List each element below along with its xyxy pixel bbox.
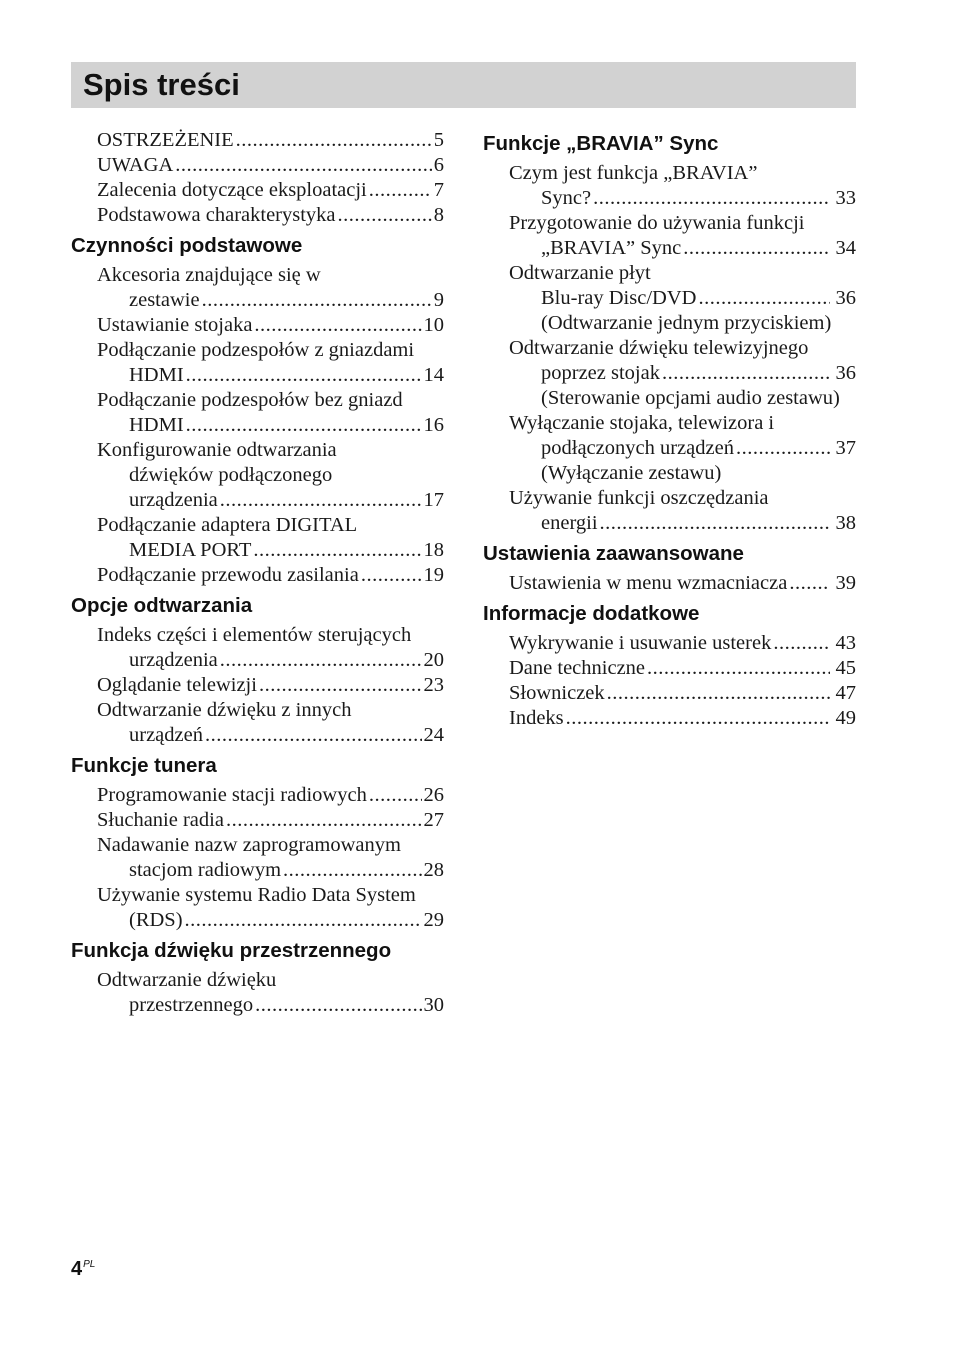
toc-page-number: 24 bbox=[423, 724, 444, 746]
toc-entry-text: urządzeń bbox=[129, 724, 203, 746]
toc-entry-text: Blu-ray Disc/DVD bbox=[541, 287, 697, 309]
toc-entry-text: urządzenia bbox=[129, 489, 218, 511]
toc-page-number: 8 bbox=[433, 204, 444, 226]
toc-entry-text: Sync? bbox=[541, 187, 592, 209]
dot-leader bbox=[607, 681, 830, 706]
toc-page-number: 29 bbox=[423, 909, 444, 931]
toc-entry-text: stacjom radiowym bbox=[129, 859, 282, 881]
toc-page-number: 19 bbox=[423, 564, 444, 586]
toc-entry[interactable] bbox=[71, 338, 444, 388]
toc-entry[interactable] bbox=[483, 211, 856, 261]
toc-entry-note: (Wyłączanie zestawu) bbox=[541, 462, 722, 484]
toc-entry-text: podłączonych urządzeń bbox=[541, 437, 734, 459]
toc-entry[interactable] bbox=[71, 388, 444, 438]
toc-page-number: 26 bbox=[423, 784, 444, 806]
toc-entry[interactable] bbox=[483, 571, 856, 596]
title-bar bbox=[71, 62, 856, 108]
toc-page-number: 37 bbox=[835, 437, 856, 459]
toc-entry-text: Odtwarzanie dźwięku bbox=[97, 969, 277, 991]
toc-page-number: 27 bbox=[423, 809, 444, 831]
toc-entry[interactable] bbox=[483, 656, 856, 681]
toc-entry[interactable] bbox=[71, 203, 444, 228]
toc-page-number: 20 bbox=[423, 649, 444, 671]
dot-leader bbox=[593, 186, 829, 211]
toc-entry-text: HDMI bbox=[129, 414, 184, 436]
toc-entry-note: (Sterowanie opcjami audio zestawu) bbox=[541, 387, 840, 409]
dot-leader bbox=[254, 313, 421, 338]
dot-leader bbox=[175, 153, 431, 178]
toc-page-number: 5 bbox=[433, 129, 444, 151]
toc-entry-text: Podłączanie podzespołów bez gniazd bbox=[97, 389, 403, 411]
toc-page-number: 30 bbox=[423, 994, 444, 1016]
toc-entry-text: Odtwarzanie płyt bbox=[509, 262, 651, 284]
section-heading: Funkcje „BRAVIA” Sync bbox=[483, 132, 719, 155]
section-heading: Informacje dodatkowe bbox=[483, 602, 700, 625]
toc-page-number: 28 bbox=[423, 859, 444, 881]
toc-entry-text: Dane techniczne bbox=[509, 657, 646, 679]
toc-entry-text: Używanie funkcji oszczędzania bbox=[509, 487, 769, 509]
toc-entry-text: poprzez stojak bbox=[541, 362, 660, 384]
toc-entry[interactable] bbox=[71, 128, 444, 153]
toc-page-number: 23 bbox=[423, 674, 444, 696]
dot-leader bbox=[283, 858, 421, 883]
toc-page-number: 7 bbox=[433, 179, 444, 201]
toc-page-number: 34 bbox=[835, 237, 856, 259]
toc-entry-text: „BRAVIA” Sync bbox=[541, 237, 682, 259]
dot-leader bbox=[369, 178, 432, 203]
toc-left-column bbox=[71, 128, 444, 1018]
toc-page-number: 36 bbox=[835, 362, 856, 384]
section-heading: Funkcje tunera bbox=[71, 754, 217, 777]
toc-right-column bbox=[483, 128, 856, 731]
toc-entry-text: dźwięków podłączonego bbox=[129, 464, 333, 486]
dot-leader bbox=[226, 808, 422, 833]
toc-entry-text: Odtwarzanie dźwięku telewizyjnego bbox=[509, 337, 809, 359]
toc-entry[interactable] bbox=[71, 883, 444, 933]
toc-page-number: 17 bbox=[423, 489, 444, 511]
toc-page-number: 9 bbox=[433, 289, 444, 311]
toc-entry-text: Wykrywanie i usuwanie usterek bbox=[509, 632, 772, 654]
dot-leader bbox=[253, 538, 421, 563]
dot-leader bbox=[236, 128, 432, 153]
page-title: Spis treści bbox=[83, 67, 240, 102]
toc-entry[interactable] bbox=[71, 698, 444, 748]
toc-entry[interactable] bbox=[483, 161, 856, 211]
toc-page-number: 39 bbox=[835, 572, 856, 594]
dot-leader bbox=[186, 363, 422, 388]
toc-entry-text: zestawie bbox=[129, 289, 200, 311]
toc-page-number: 38 bbox=[835, 512, 856, 534]
toc-entry[interactable] bbox=[71, 563, 444, 588]
toc-entry[interactable] bbox=[71, 623, 444, 673]
toc-entry-text: Indeks bbox=[509, 707, 564, 729]
toc-entry-text: Podłączanie przewodu zasilania bbox=[97, 564, 359, 586]
toc-entry-text: Ustawienia w menu wzmacniacza bbox=[509, 572, 788, 594]
toc-entry-text: Odtwarzanie dźwięku z innych bbox=[97, 699, 352, 721]
dot-leader bbox=[338, 203, 432, 228]
toc-entry[interactable] bbox=[71, 438, 444, 513]
toc-entry-text: Wyłączanie stojaka, telewizora i bbox=[509, 412, 775, 434]
toc-entry-text: Oglądanie telewizji bbox=[97, 674, 257, 696]
toc-entry[interactable] bbox=[71, 783, 444, 808]
dot-leader bbox=[185, 908, 422, 933]
toc-entry[interactable] bbox=[483, 631, 856, 656]
toc-page-number: 6 bbox=[433, 154, 444, 176]
dot-leader bbox=[369, 783, 422, 808]
dot-leader bbox=[773, 631, 829, 656]
toc-entry-text: Używanie systemu Radio Data System bbox=[97, 884, 416, 906]
toc-page-number: 43 bbox=[835, 632, 856, 654]
toc-page-number: 16 bbox=[423, 414, 444, 436]
dot-leader bbox=[647, 656, 829, 681]
toc-entry-text: przestrzennego bbox=[129, 994, 254, 1016]
toc-entry[interactable] bbox=[71, 513, 444, 563]
toc-entry-text: Nadawanie nazw zaprogramowanym bbox=[97, 834, 401, 856]
toc-page-number: 18 bbox=[423, 539, 444, 561]
section-heading: Funkcja dźwięku przestrzennego bbox=[71, 939, 392, 962]
toc-entry-note: (Odtwarzanie jednym przyciskiem) bbox=[541, 312, 832, 334]
toc-entry-text: energii bbox=[541, 512, 598, 534]
toc-page-number: 36 bbox=[835, 287, 856, 309]
dot-leader bbox=[220, 488, 422, 513]
toc-entry[interactable] bbox=[483, 681, 856, 706]
dot-leader bbox=[202, 288, 432, 313]
toc-page-number: 47 bbox=[835, 682, 856, 704]
toc-entry[interactable] bbox=[71, 178, 444, 203]
toc-entry-text: Przygotowanie do używania funkcji bbox=[509, 212, 805, 234]
dot-leader bbox=[259, 673, 422, 698]
section-heading: Opcje odtwarzania bbox=[71, 594, 253, 617]
toc-entry[interactable] bbox=[483, 706, 856, 731]
dot-leader bbox=[255, 993, 421, 1018]
toc-entry-text: urządzenia bbox=[129, 649, 218, 671]
toc-page-number: 49 bbox=[835, 707, 856, 729]
toc-entry[interactable] bbox=[483, 411, 856, 486]
page-number-suffix: PL bbox=[83, 1259, 96, 1270]
toc-entry-text: Słuchanie radia bbox=[97, 809, 224, 831]
toc-entry-text: Programowanie stacji radiowych bbox=[97, 784, 367, 806]
dot-leader bbox=[662, 361, 830, 386]
toc-entry[interactable] bbox=[71, 808, 444, 833]
dot-leader bbox=[736, 436, 830, 461]
toc-entry-text: Podstawowa charakterystyka bbox=[97, 204, 336, 226]
toc-entry[interactable] bbox=[71, 673, 444, 698]
toc-entry-text: Konfigurowanie odtwarzania bbox=[97, 439, 337, 461]
toc-entry-text: Zalecenia dotyczące eksploatacji bbox=[97, 179, 367, 201]
toc-page-number: 14 bbox=[423, 364, 444, 386]
section-heading: Czynności podstawowe bbox=[71, 234, 303, 257]
toc-entry-text: Akcesoria znajdujące się w bbox=[97, 264, 321, 286]
toc-page-number: 45 bbox=[835, 657, 856, 679]
page-footer bbox=[71, 1258, 95, 1281]
toc-entry[interactable] bbox=[71, 833, 444, 883]
toc-entry[interactable] bbox=[71, 313, 444, 338]
toc-entry-text: Czym jest funkcja „BRAVIA” bbox=[509, 162, 758, 184]
dot-leader bbox=[698, 286, 829, 311]
toc-entry[interactable] bbox=[483, 336, 856, 411]
dot-leader bbox=[600, 511, 830, 536]
dot-leader bbox=[566, 706, 830, 731]
toc-entry-text: HDMI bbox=[129, 364, 184, 386]
toc-entry-text: Ustawianie stojaka bbox=[97, 314, 253, 336]
toc-entry-text: Podłączanie adaptera DIGITAL bbox=[97, 514, 358, 536]
section-heading: Ustawienia zaawansowane bbox=[483, 542, 744, 565]
dot-leader bbox=[205, 723, 422, 748]
toc-entry-text: (RDS) bbox=[129, 909, 183, 931]
dot-leader bbox=[186, 413, 422, 438]
toc-entry[interactable] bbox=[71, 263, 444, 313]
toc-entry-text: MEDIA PORT bbox=[129, 539, 252, 561]
dot-leader bbox=[361, 563, 422, 588]
toc-entry-text: Słowniczek bbox=[509, 682, 605, 704]
toc-page-number: 10 bbox=[423, 314, 444, 336]
toc-entry[interactable] bbox=[483, 261, 856, 336]
page-number: 4 bbox=[71, 1258, 83, 1280]
toc-entry-text: Indeks części i elementów sterujących bbox=[97, 624, 412, 646]
toc-entry[interactable] bbox=[483, 486, 856, 536]
toc-entry-text: UWAGA bbox=[97, 154, 174, 176]
toc-page-number: 33 bbox=[835, 187, 856, 209]
toc-entry-text: OSTRZEŻENIE bbox=[97, 129, 234, 151]
toc-entry[interactable] bbox=[71, 153, 444, 178]
dot-leader bbox=[789, 571, 829, 596]
toc-entry-text: Podłączanie podzespołów z gniazdami bbox=[97, 339, 415, 361]
dot-leader bbox=[683, 236, 829, 261]
toc-entry[interactable] bbox=[71, 968, 444, 1018]
dot-leader bbox=[220, 648, 422, 673]
